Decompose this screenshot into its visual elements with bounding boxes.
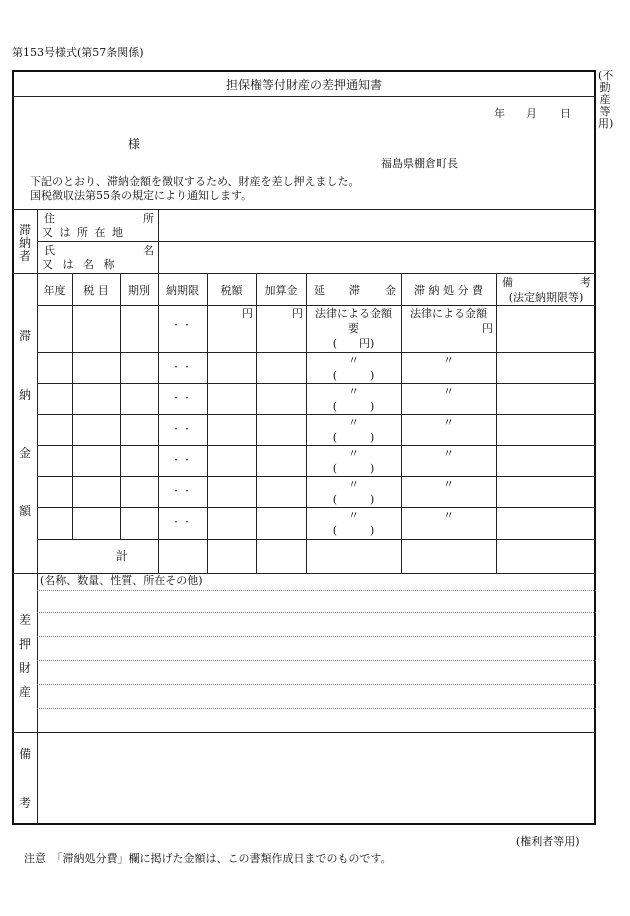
row6-delay-ditto: 〃 [348, 478, 359, 491]
amount-h-6 [37, 507, 596, 508]
row7-delay-paren: ( ) [332, 524, 375, 537]
row5-delay-ditto: 〃 [348, 447, 359, 460]
address-label-1b: 所 [143, 212, 154, 225]
row6-deadline: ・・ [171, 487, 194, 497]
body-line-1: 下記のとおり、滞納金額を徴収するため、財産を差し押えました。 [30, 175, 360, 188]
name-label-2: 又 は 名 称 [42, 258, 115, 271]
seized-dotline-2 [37, 612, 596, 613]
col-disposal-fee: 滞 納 処 分 費 [414, 284, 483, 297]
title-divider [12, 96, 596, 97]
form-title: 担保権等付財産の差押通知書 [225, 78, 382, 92]
row4-delay-ditto: 〃 [348, 416, 359, 429]
body-line-2: 国税徴収法第55条の規定により通知します。 [30, 189, 253, 202]
amount-h-4 [37, 445, 596, 446]
col-remarks-1: 備 [502, 276, 513, 289]
address-label-2: 又 は 所 在 地 [42, 226, 123, 239]
row7-fee-ditto: 〃 [443, 509, 454, 522]
amount-v-8 [496, 273, 497, 573]
amount-label-1: 滞 [19, 329, 32, 343]
amount-v-1 [72, 273, 73, 539]
amount-h-3 [37, 414, 596, 415]
row3-delay-paren: ( ) [332, 400, 375, 413]
col-delay-2: 滞 [349, 284, 360, 297]
row4-delay-paren: ( ) [332, 431, 375, 444]
row7-deadline: ・・ [171, 518, 194, 528]
col-tax-item: 税 目 [83, 284, 109, 297]
col-deadline: 納期限 [166, 284, 199, 297]
seized-label-2: 押 [19, 637, 32, 651]
issuer: 福島県棚倉町長 [381, 157, 458, 170]
seized-label-3: 財 [19, 661, 32, 675]
col-remarks-sub: (法定納期限等) [508, 291, 584, 304]
row5-fee-ditto: 〃 [443, 447, 454, 460]
amount-label-2: 納 [19, 388, 32, 402]
row3-delay-ditto: 〃 [348, 385, 359, 398]
addressee-suffix: 様 [128, 137, 141, 151]
seized-bottom [12, 732, 596, 733]
seized-note: (名称、数量、性質、所在その他) [40, 574, 203, 587]
row1-deadline: ・・ [171, 321, 194, 331]
row1-fee-line1: 法律による金額 [410, 307, 487, 320]
amount-v-2 [120, 273, 121, 539]
remarks-divider-v [37, 732, 38, 825]
col-period: 期別 [128, 284, 150, 297]
row2-delay-ditto: 〃 [348, 354, 359, 367]
amount-h-5 [37, 476, 596, 477]
amount-h-2 [37, 383, 596, 384]
seized-dotline-3 [37, 636, 596, 637]
form-number: 第153号様式(第57条関係) [12, 46, 144, 59]
footer-right: (権利者等用) [516, 835, 580, 848]
seized-dotline-6 [37, 708, 596, 709]
delinquent-divider-h [37, 241, 596, 242]
caution: 注意 「滞納処分費」欄に掲げた金額は、この書類作成日までのものです。 [24, 852, 392, 865]
amount-label-3: 金 [19, 446, 32, 460]
row2-fee-ditto: 〃 [443, 354, 454, 367]
date-day: 日 [560, 107, 571, 120]
amount-v-label [37, 273, 38, 573]
seized-label-4: 産 [19, 685, 32, 699]
row2-delay-paren: ( ) [332, 369, 375, 382]
address-label-1a: 住 [44, 212, 55, 225]
col-delay-3: 金 [385, 284, 396, 297]
row4-deadline: ・・ [171, 425, 194, 435]
amount-h-7 [37, 539, 596, 540]
row3-fee-ditto: 〃 [443, 385, 454, 398]
row1-additional-yen: 円 [292, 307, 303, 320]
total-label: 計 [115, 549, 128, 563]
date-year: 年 [494, 107, 505, 120]
amount-v-3 [158, 273, 159, 573]
amount-label-4: 額 [19, 504, 32, 518]
seized-dotline-5 [37, 684, 596, 685]
delinquent-bottom [12, 273, 596, 274]
col-remarks-2: 考 [580, 276, 591, 289]
seized-dotline-1 [37, 590, 596, 591]
remarks-label-2: 考 [19, 796, 32, 810]
row4-fee-ditto: 〃 [443, 416, 454, 429]
row1-tax-yen: 円 [242, 307, 253, 320]
seized-label-1: 差 [19, 613, 32, 627]
row3-deadline: ・・ [171, 394, 194, 404]
seized-dotline-4 [37, 660, 596, 661]
col-year: 年度 [43, 284, 66, 297]
row6-fee-ditto: 〃 [443, 478, 454, 491]
body-divider [12, 209, 596, 210]
col-additional-tax: 加算金 [264, 284, 298, 297]
row6-delay-paren: ( ) [332, 493, 375, 506]
row5-delay-paren: ( ) [332, 462, 375, 475]
remarks-label-1: 備 [19, 747, 32, 761]
row1-delay-line2: 要 [348, 322, 359, 335]
row1-fee-line2: 円 [482, 322, 493, 335]
delinquent-header: 滞納者 [18, 223, 31, 264]
name-label-1a: 氏 [44, 244, 55, 257]
col-delay-1: 延 [314, 284, 325, 297]
date-month: 月 [526, 107, 537, 120]
side-note: (不動産等用) [598, 69, 614, 131]
name-label-1b: 名 [143, 244, 154, 257]
row2-deadline: ・・ [171, 363, 194, 373]
row5-deadline: ・・ [171, 456, 194, 466]
row1-delay-line1: 法律による金額 [315, 307, 392, 320]
col-tax-amount: 税額 [220, 284, 243, 297]
amount-h-head [37, 305, 596, 306]
amount-h-1 [37, 352, 596, 353]
row1-delay-line3: ( 円) [332, 337, 375, 350]
row7-delay-ditto: 〃 [348, 509, 359, 522]
